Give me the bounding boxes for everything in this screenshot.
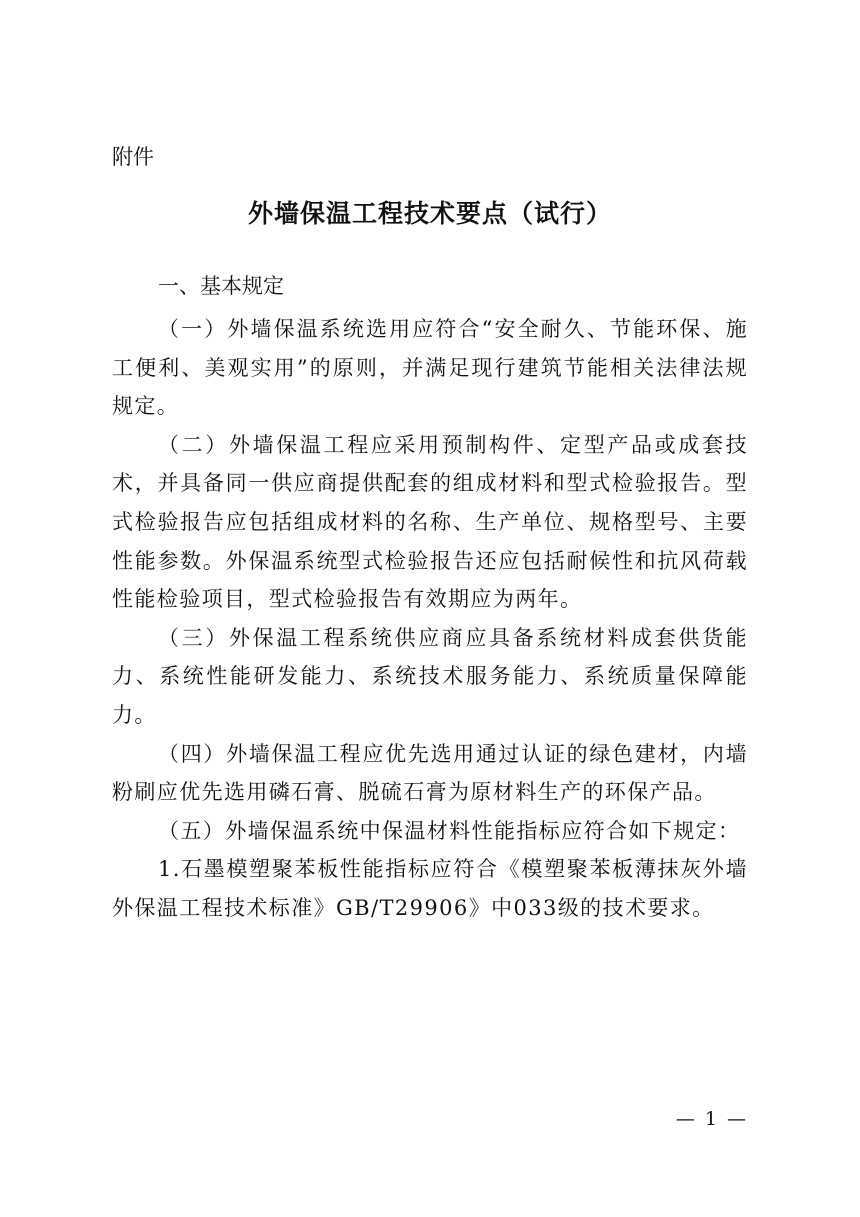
paragraph-6: 1.石墨模塑聚苯板性能指标应符合《模塑聚苯板薄抹灰外墙外保温工程技术标准》GB/T29906》中033级的技术要求。 xyxy=(112,857,748,920)
document-body xyxy=(112,310,748,928)
paragraph-4: （四）外墙保温工程应优先选用通过认证的绿色建材，内墙粉刷应优先选用磷石膏、脱硫石膏为原材料生产的环保产品。 xyxy=(112,741,748,805)
document-title: 外墙保温工程技术要点（试行） xyxy=(247,199,612,228)
section-heading-basic-rules: 一、基本规定 xyxy=(158,274,284,298)
attachment-label: 附件 xyxy=(112,145,154,169)
page-number: — 1 — xyxy=(675,1108,748,1130)
paragraph-2: （二）外墙保温工程应采用预制构件、定型产品或成套技术，并具备同一供应商提供配套的组成材料和型式检验报告。型式检验报告应包括组成材料的名称、生产单位、规格型号、主要性能参数。外保温系统型式检验报告还应包括耐候性和抗风荷载性能检验项目，型式检验报告有效期应为两年。 xyxy=(112,432,748,612)
paragraph-3: （三）外保温工程系统供应商应具备系统材料成套供货能力、系统性能研发能力、系统技术服务能力、系统质量保障能力。 xyxy=(112,625,748,727)
paragraph-1: （一）外墙保温系统选用应符合“安全耐久、节能环保、施工便利、美观实用”的原则，并满足现行建筑节能相关法律法规规定。 xyxy=(112,317,748,419)
paragraph-5: （五）外墙保温系统中保温材料性能指标应符合如下规定： xyxy=(158,818,741,843)
